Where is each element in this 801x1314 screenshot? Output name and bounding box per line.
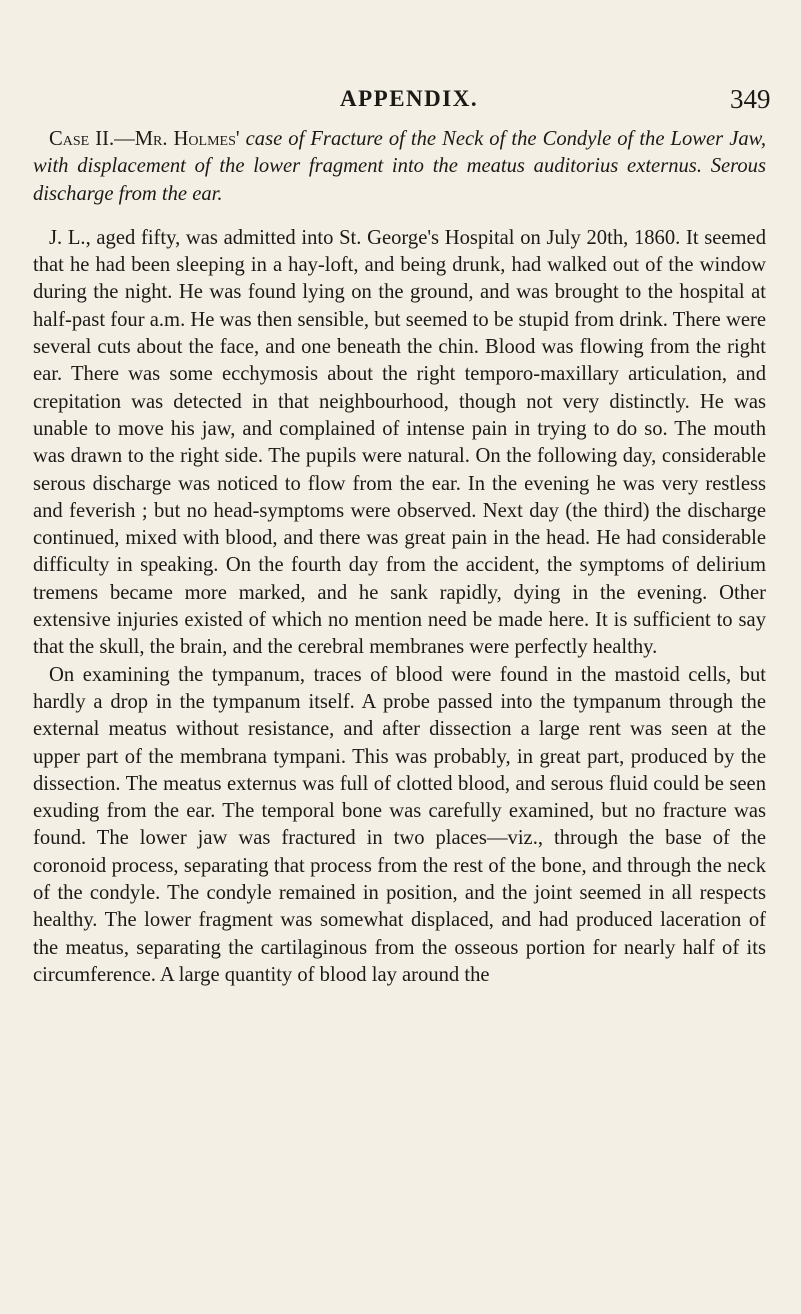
case-heading: Case II.—Mr. Holmes' case of Fracture of the Neck of the Condyle of the Lower Jaw, with displacement of the lower fragment into the meatus auditorius externus. Serous discharge from the ear. bbox=[33, 128, 767, 205]
case-title: case of Fracture of the Neck of the Condyle of the Lower Jaw, with displacement of the lower fragment into the meatus auditorius externus. Serous discharge from the ear. bbox=[33, 128, 767, 205]
running-head bbox=[0, 86, 801, 116]
case-author: Mr. Holmes' bbox=[134, 128, 240, 150]
case-label: Case II. bbox=[49, 128, 115, 150]
running-title: APPENDIX. bbox=[340, 86, 479, 111]
page-number: 349 bbox=[730, 84, 771, 114]
body-text bbox=[33, 126, 766, 989]
paragraph-clinical-history: J. L., aged fifty, was admitted into St. George's Hospital on July 20th, 1860. It seemed that he had been sleeping in a hay-loft, and being drunk, had walked out of the window during the night. He was found lying on the ground, and was brought to the hospital at half-past four a.m. He was then sensible, but seemed to be stupid from drink. There were several cuts about the face, and one beneath the chin. Blood was flowing from the right ear. There was some ecchymosis about the right temporo-maxillary articulation, and crepitation was detected in that neighbourhood, though not very distinctly. He was unable to move his jaw, and complained of intense pain in trying to do so. The mouth was drawn to the right side. The pupils were natural. On the following day, considerable serous discharge was noticed to flow from the ear. In the evening he was very restless and feverish ; but no head-symptoms were observed. Next day (the third) the discharge continued, mixed with blood, and there was great pain in the head. He had considerable difficulty in speaking. On the fourth day from the accident, the symptoms of delirium tremens became more marked, and he sank rapidly, dying in the evening. Other extensive injuries existed of which no mention need be made here. It is sufficient to say that the skull, the brain, and the cerebral membranes were perfectly healthy. bbox=[33, 226, 766, 659]
paragraph-examination: On examining the tympanum, traces of blood were found in the mastoid cells, but hardly a drop in the tympanum itself. A probe passed into the tympanum through the external meatus without resistance, and after dissection a large rent was seen at the upper part of the membrana tympani. This was probably, in great part, produced by the dissection. The meatus externus was full of clotted blood, and serous fluid could be seen exuding from the ear. The temporal bone was carefully examined, but no fracture was found. The lower jaw was fractured in two places—viz., through the base of the coronoid process, separating that process from the rest of the bone, and through the neck of the condyle. The condyle remained in position, and the joint seemed in all respects healthy. The lower fragment was somewhat displaced, and had produced laceration of the meatus, separating the cartilaginous from the osseous portion for nearly half of its circumference. A large quantity of blood lay around the bbox=[33, 663, 766, 986]
